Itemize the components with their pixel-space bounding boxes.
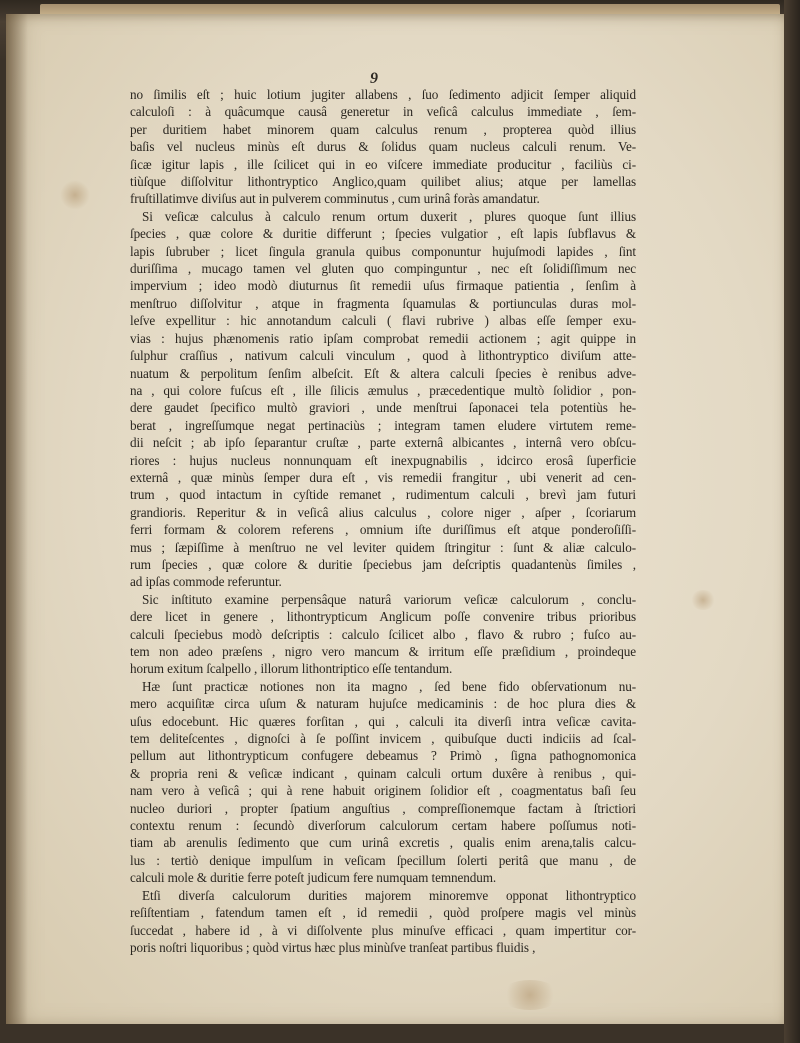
paper-stain	[60, 180, 90, 210]
spine-shadow	[6, 14, 28, 1024]
text-line: lus : tertiò denique impulſum in veſicam ſpecillum ſolerti peritâ que manu , de	[130, 852, 636, 868]
text-line: duriſſima , mucago tamen vel gluten quo compinguntur , nec eſt ſolidiſſimum nec	[130, 261, 636, 277]
text-line: na , qui colore fuſcus eſt , ille ſilicis æmulus , præcedentique multò ſolidior , pon-	[130, 382, 636, 398]
text-line: ſpecies , quæ colore & duritie differunt ; ſpecies vulgatior , eſt lapis ſubflavus &	[130, 226, 636, 242]
text-line: tem deliteſcentes , dignoſci à ſe poſſint invicem , quibuſque ducti indiciis ad ſcal-	[130, 731, 636, 747]
text-line: externâ , quæ minùs ſemper dura eſt , vis remedii frangitur , ubi venerit ad cen-	[130, 469, 636, 485]
text-line: tiùſque diſſolvitur lithontryptico Anglico,quam quilibet alius; atque per lamellas	[130, 174, 636, 190]
text-line: no ſimilis eſt ; huic lotium jugiter allabens , ſuo ſedimento adjicit ſemper aliquid	[130, 87, 636, 102]
page-right-edge	[784, 0, 800, 1043]
text-line: tem non adeo præſens , nigro vero mancum & irritum eſſe præſidium , proindeque	[130, 644, 636, 659]
text-line: calculi ſpeciebus modò deſcriptis : calculo ſcilicet albo , flavo & rubro ; fuſco au-	[130, 626, 636, 642]
text-line: ferri formam & colorem referens , omnium iſte duriſſimus eſt atque ponderoſiſſi-	[130, 522, 636, 538]
text-line: & propria reni & veſicæ indicant , quinam calculi ortum duxêre à renibus , qui-	[130, 765, 636, 781]
text-line: tiam ab arenulis ſedimento que cum urinâ excretis , qualis enim arena,talis calcu-	[130, 835, 636, 851]
text-line: mero acquiſitæ circa uſum & naturam hujuſce medicaminis : de hoc plura dies &	[130, 696, 636, 712]
text-line: ſuccedat , habere id , à vi diſſolvente plus minuſve efficaci , quam impertitur cor-	[130, 922, 636, 938]
text-line: calculoſi : à quâcumque causâ generetur in veſicâ calculus immediate , ſem-	[130, 104, 636, 120]
paper-stain	[500, 980, 560, 1010]
text-line: mus ; ſæpiſſime à menſtruo ne vel leviter quidem ſtringitur : ſunt & aliæ calculo-	[130, 539, 636, 555]
text-line: reſiſtentiam , fatendum tamen eſt , id remedii , quòd proſpere magis vel minùs	[130, 905, 636, 921]
text-line: fruſtillatimve diviſus aut in pulverem comminutus , cum urinâ foràs amandatur.	[130, 191, 540, 207]
text-line: Sic inſtituto examine perpensâque naturâ variorum veſicæ calculorum , conclu-	[142, 591, 636, 607]
paper-stain	[690, 590, 716, 610]
text-line: Hæ ſunt practicæ notiones non ita magno , ſed bene fido obſervationum nu-	[142, 678, 636, 694]
text-line: impervium ; ideo modò diuturnus ſit remedii uſus firmaque patientia , ſenſim à	[130, 278, 636, 294]
text-line: dere licet in genere , lithontrypticum Anglicum poſſe convenire tribus prioribus	[130, 609, 636, 625]
text-line: baſis vel nucleus minùs eſt durus & ſolidus quam nucleus calculi renum. Ve-	[130, 139, 636, 155]
text-line: grandioris. Reperitur & in veſicâ alius calculus , colore niger , aſper , ſcoriarum	[130, 504, 636, 520]
text-line: horum exitum ſcalpello , illorum lithontriptico eſſe tentandum.	[130, 661, 453, 677]
text-line: pellum aut lithontrypticum confugere debeamus ? Primò , ſigna pathognomonica	[130, 748, 636, 764]
text-line: menſtruo diſſolvitur , atque in fragmenta ſquamulas & portiunculas duras mol-	[130, 295, 636, 311]
text-line: per duritiem habet minorem quam calculus renum , propterea quòd illius	[130, 121, 636, 137]
text-line: nam vero à veſicâ ; qui à rene habuit originem ſolidior eſt , coagmentatus baſi ſeu	[130, 783, 636, 799]
paragraph	[130, 678, 636, 887]
body-text	[130, 86, 636, 956]
text-line: riores : hujus nucleus nonnunquam eſt inexpugnabilis , idcirco erosâ ſuperficie	[130, 452, 636, 468]
text-line: trum , quod intactum in cyſtide remanet , rudimentum calculi , brevì jam futuri	[130, 487, 636, 503]
paragraph	[130, 591, 636, 678]
text-line: ſulphur craſſius , nativum calculi vinculum , quod à lithontryptico diviſum atte-	[130, 348, 636, 364]
text-line: calculi mole & duritie ferre poteſt judicum fere numquam temnendum.	[130, 870, 497, 886]
text-line: Si veſicæ calculus à calculo renum ortum duxerit , plures quoque ſunt illius	[142, 208, 636, 224]
page-number: 9	[370, 70, 378, 87]
text-line: vias : hujus phænomenis ratio ipſam comprobat remedii actionem ; agit quippe in	[130, 330, 636, 346]
text-line: nuatum & perpolitum ſenſim albeſcit. Eſt & altera calculi ſpecies è renibus adve-	[130, 365, 636, 381]
text-line: berat , ingreſſumque negat pertinaciùs ; integram tamen eludere virtutem reme-	[130, 417, 636, 433]
paragraph	[130, 887, 636, 957]
text-line: Etſi diverſa calculorum durities majorem minoremve opponat lithontryptico	[142, 887, 636, 903]
paragraph	[130, 86, 636, 208]
text-line: contextu renum : ſecundò diverſorum calculorum certam habere poſſumus noti-	[130, 818, 636, 834]
text-line: lapis ſubruber ; licet ſingula granula quibus componuntur hujuſmodi lapides , ſint	[130, 243, 636, 259]
text-line: rum ſpecies , quæ colore & duritie ſpeciebus jam deſcriptis quadantenùs ſimiles ,	[130, 556, 636, 572]
paragraph	[130, 208, 636, 591]
text-line: uſus edocebunt. Hic quæres forſitan , qui , calculi ita diverſi intra veſicæ cavita-	[130, 713, 636, 729]
text-line: dere gaudet ſpecifico multò graviori , unde menſtrui ſaponacei tela potentiùs he-	[130, 400, 636, 416]
text-line: ſicæ igitur lapis , ille ſcilicet qui in eo viſcere immediate producitur , faciliùs ci-	[130, 156, 636, 172]
text-line: dii neſcit ; ab ipſo ſeparantur cruſtæ , parte externâ albicantes , internâ vero obſcu-	[130, 435, 636, 451]
text-line: ad ipſas commode referuntur.	[130, 574, 282, 590]
text-line: leſve expellitur : hic annotandum calculi ( flavi rubrive ) albas eſſe ſemper exu-	[130, 313, 636, 329]
text-line: nucleo duriori , propter ſpatium anguſtius , compreſſionemque factam à ſtrictiori	[130, 800, 636, 816]
text-line: poris noſtri liquoribus ; quòd virtus hæc plus minùſve tranſeat partibus fluidis ,	[130, 939, 536, 955]
